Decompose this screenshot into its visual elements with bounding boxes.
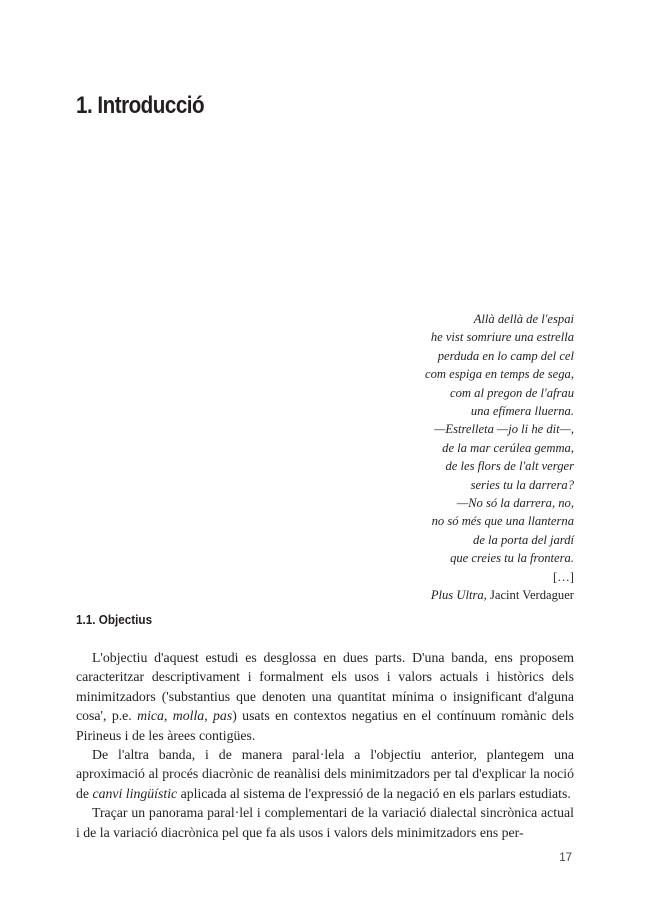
epigraph-attribution bbox=[425, 586, 574, 604]
epigraph-line: perduda en lo camp del cel bbox=[437, 348, 574, 363]
epigraph-line: que creies tu la frontera. bbox=[450, 551, 574, 566]
paragraph-text: ) usats en contextos negatius en el contínuum romànic dels Pirineus i de les àrees contigües. bbox=[76, 708, 574, 743]
emphasis: mica bbox=[137, 708, 164, 724]
epigraph-line: de les flors de l'alt verger bbox=[445, 459, 574, 474]
epigraph-line: he vist somriure una estrella bbox=[430, 330, 574, 345]
chapter-title: 1. Introducció bbox=[76, 92, 205, 119]
body-text bbox=[76, 648, 574, 842]
paragraph-text: De l'altra banda, i de manera paral·lela a l'objectiu anterior, plantegem una aproximació al procés diacrònic de reanàlisi dels minimitzadors per tal d'explicar la noció de bbox=[76, 747, 574, 801]
section-title: 1.1. Objectius bbox=[76, 612, 153, 627]
paragraph: Traçar un panorama paral·lel i complementari de la variació dialectal sincrònica actual i de la variació diacrònica pel que fa als usos i valors dels minimitzadors ens per- bbox=[76, 805, 574, 840]
epigraph-line: com espiga en temps de sega, bbox=[425, 367, 574, 382]
paragraph-text: L'objectiu d'aquest estudi es desglossa en dues parts. D'una banda, ens proposem caracteritzar descriptivament i formalment els usos i valors actuals i històrics dels minimitzadors ('substantius que denoten una quantitat mínima o insignificant d'alguna cosa', p.e. bbox=[76, 650, 574, 724]
epigraph bbox=[425, 310, 574, 605]
paragraph-text: , bbox=[163, 708, 173, 724]
epigraph-line: —No só la darrera, no, bbox=[456, 496, 574, 511]
epigraph-work-title: Plus Ultra bbox=[430, 588, 484, 603]
epigraph-line: series tu la darrera? bbox=[470, 477, 574, 492]
paragraph-text: , bbox=[204, 708, 214, 724]
epigraph-line: Allà dellà de l'espai bbox=[473, 312, 574, 326]
paragraph bbox=[76, 745, 574, 803]
epigraph-line: no só més que una llanterna bbox=[431, 514, 574, 529]
page-number: 17 bbox=[559, 852, 572, 864]
epigraph-line: —Estrelleta —jo li he dit—, bbox=[434, 422, 574, 437]
emphasis: pas bbox=[213, 708, 233, 724]
emphasis: canvi lingüístic bbox=[92, 785, 178, 801]
epigraph-line: de la porta del jardí bbox=[473, 532, 574, 547]
epigraph-line: de la mar cerúlea gemma, bbox=[442, 440, 574, 455]
paragraph bbox=[76, 648, 574, 745]
epigraph-line: una efímera lluerna. bbox=[470, 404, 574, 419]
epigraph-line: com al pregon de l'afrau bbox=[450, 385, 574, 400]
emphasis: molla bbox=[172, 708, 205, 724]
epigraph-author: , Jacint Verdaguer bbox=[483, 588, 574, 603]
paragraph-text: aplicada al sistema de l'expressió de la negació en els parlars estudiats. bbox=[177, 785, 571, 801]
epigraph-ellipsis: […] bbox=[553, 569, 574, 584]
